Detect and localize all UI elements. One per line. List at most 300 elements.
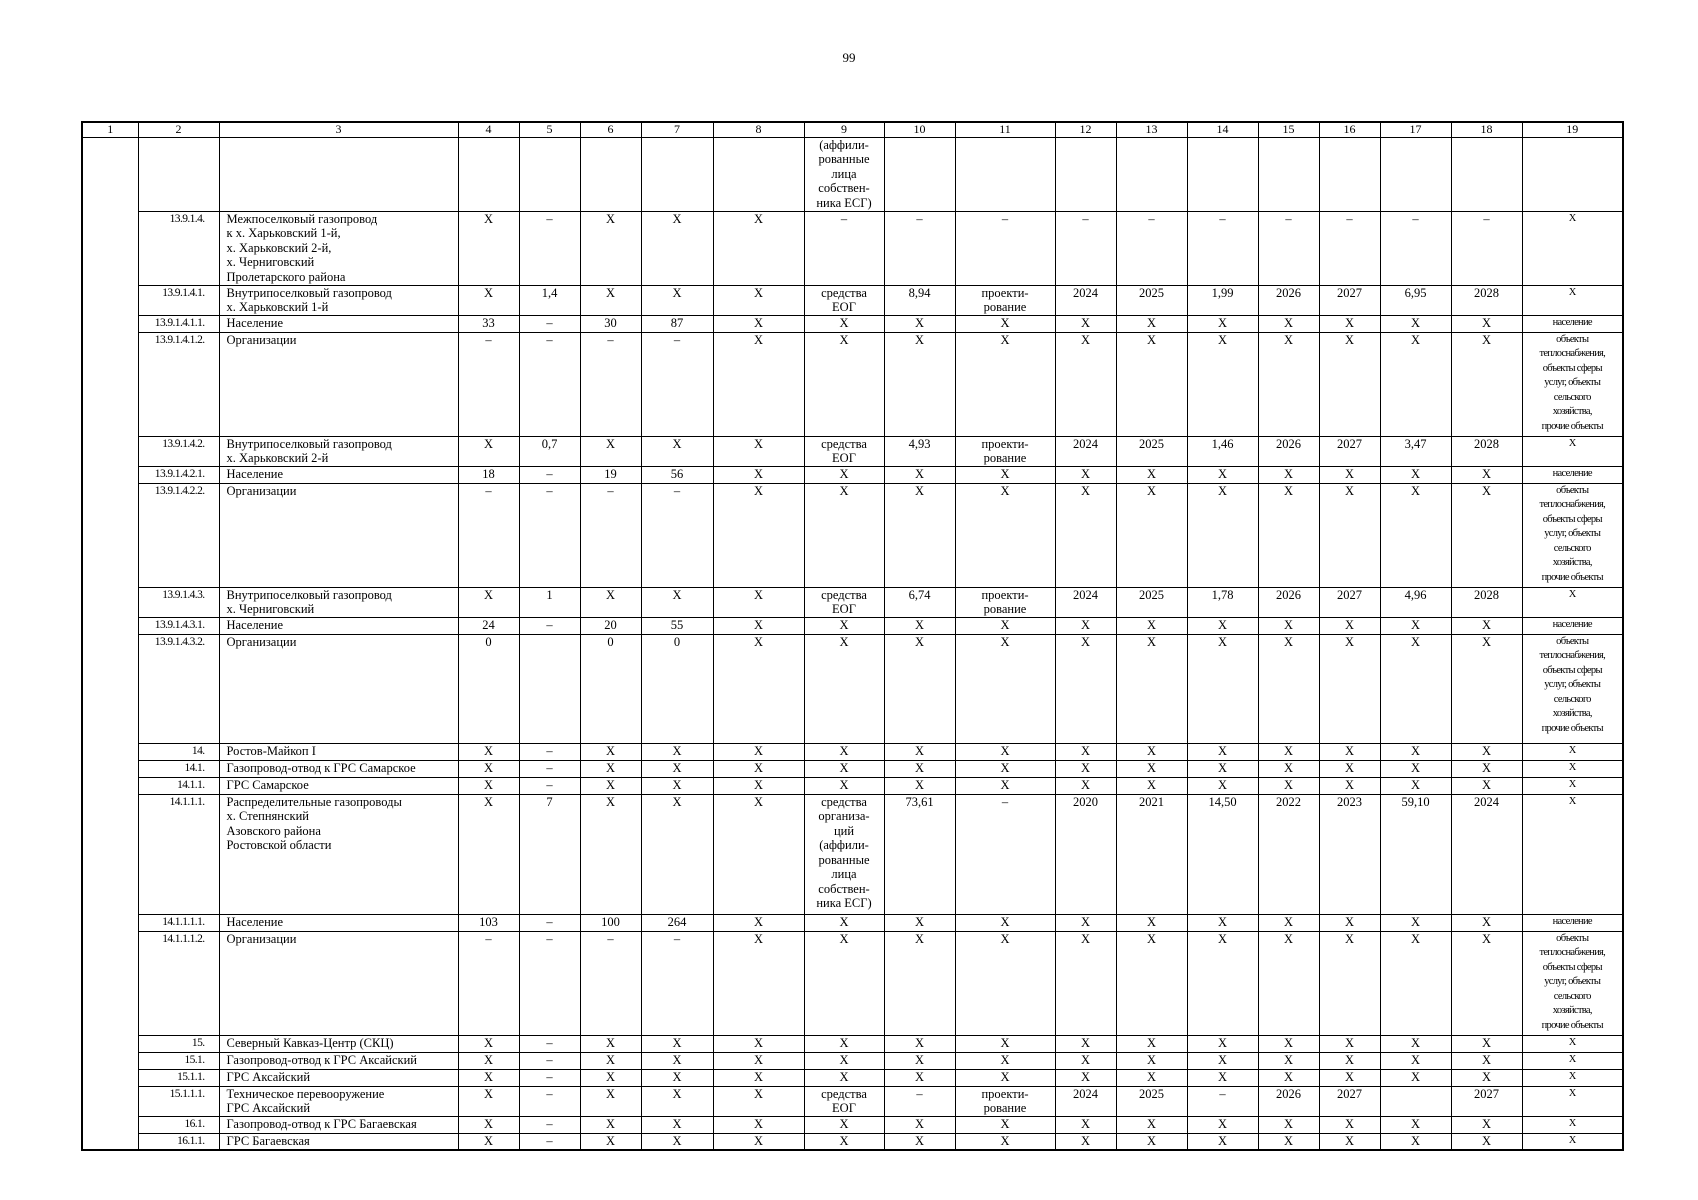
cell-col-15: Х	[1258, 315, 1319, 332]
cell-col-13: Х	[1116, 743, 1187, 760]
header-cell-13: 13	[1116, 122, 1187, 137]
investment-table	[81, 121, 1624, 1151]
cell-col-13: Х	[1116, 1116, 1187, 1133]
cell-col-2: 13.9.1.4.3.1.	[138, 617, 219, 634]
cell-col-18: Х	[1451, 1035, 1522, 1052]
cell-col-7: Х	[641, 1116, 713, 1133]
cell-col-6: Х	[580, 1069, 641, 1086]
cell-col-16: Х	[1319, 332, 1380, 436]
cell-col-6: Х	[580, 211, 641, 285]
cell-col-14: 1,46	[1187, 436, 1258, 466]
cell-col-9: Х	[804, 466, 884, 483]
cell-col-16: Х	[1319, 634, 1380, 743]
cell-col-18: 2028	[1451, 587, 1522, 617]
cell-col-12: Х	[1055, 743, 1116, 760]
cell-col-14	[1187, 137, 1258, 211]
cell-col-5: –	[519, 315, 580, 332]
cell-col-11: –	[955, 211, 1055, 285]
cell-col-10: Х	[884, 1052, 955, 1069]
cell-col-11: проекти- рование	[955, 587, 1055, 617]
cell-col-10: Х	[884, 777, 955, 794]
cell-col-6: 30	[580, 315, 641, 332]
cell-col-7: Х	[641, 285, 713, 315]
cell-col-18: Х	[1451, 483, 1522, 587]
cell-col-19: Х	[1522, 760, 1623, 777]
cell-col-14: –	[1187, 1086, 1258, 1116]
cell-col-2: 14.1.1.1.1.	[138, 914, 219, 931]
cell-col-1	[82, 587, 138, 617]
cell-col-5: –	[519, 777, 580, 794]
cell-col-7: Х	[641, 436, 713, 466]
cell-col-4: Х	[458, 743, 519, 760]
cell-col-6: Х	[580, 1086, 641, 1116]
cell-col-12: 2024	[1055, 436, 1116, 466]
table-row	[82, 1116, 1623, 1133]
cell-col-11: Х	[955, 777, 1055, 794]
cell-col-11: Х	[955, 760, 1055, 777]
cell-col-8: Х	[713, 211, 804, 285]
cell-col-15: Х	[1258, 760, 1319, 777]
table-row	[82, 794, 1623, 914]
cell-col-11: Х	[955, 743, 1055, 760]
cell-col-6: –	[580, 931, 641, 1035]
cell-col-7: Х	[641, 794, 713, 914]
cell-col-3: Межпоселковый газопровод к х. Харьковский 1-й, х. Харьковский 2-й, х. Черниговский Пролетарского района	[219, 211, 458, 285]
cell-col-12	[1055, 137, 1116, 211]
cell-col-10: –	[884, 1086, 955, 1116]
cell-col-11: Х	[955, 1035, 1055, 1052]
cell-col-3: Население	[219, 466, 458, 483]
cell-col-8: Х	[713, 1052, 804, 1069]
cell-col-9: Х	[804, 617, 884, 634]
cell-col-17: Х	[1380, 931, 1451, 1035]
header-cell-10: 10	[884, 122, 955, 137]
cell-col-10: Х	[884, 617, 955, 634]
cell-col-5: –	[519, 743, 580, 760]
cell-col-12: Х	[1055, 332, 1116, 436]
cell-col-7: 264	[641, 914, 713, 931]
cell-col-3: ГРС Аксайский	[219, 1069, 458, 1086]
cell-col-18: 2028	[1451, 436, 1522, 466]
cell-col-2: 14.	[138, 743, 219, 760]
cell-col-5: –	[519, 617, 580, 634]
cell-col-12: Х	[1055, 931, 1116, 1035]
cell-col-10: Х	[884, 332, 955, 436]
cell-col-11: Х	[955, 332, 1055, 436]
table-row	[82, 1052, 1623, 1069]
cell-col-6: 20	[580, 617, 641, 634]
cell-col-13: Х	[1116, 466, 1187, 483]
cell-col-2: 13.9.1.4.2.2.	[138, 483, 219, 587]
table-row	[82, 1086, 1623, 1116]
cell-col-4: Х	[458, 1035, 519, 1052]
cell-col-6: Х	[580, 1052, 641, 1069]
cell-col-1	[82, 466, 138, 483]
cell-col-19: Х	[1522, 777, 1623, 794]
cell-col-11: –	[955, 794, 1055, 914]
cell-col-11: Х	[955, 466, 1055, 483]
header-row	[82, 122, 1623, 137]
cell-col-14: Х	[1187, 634, 1258, 743]
cell-col-16: Х	[1319, 760, 1380, 777]
cell-col-10: Х	[884, 760, 955, 777]
cell-col-16: Х	[1319, 1133, 1380, 1150]
cell-col-18	[1451, 137, 1522, 211]
cell-col-14: 14,50	[1187, 794, 1258, 914]
cell-col-16: 2027	[1319, 285, 1380, 315]
cell-col-8: Х	[713, 760, 804, 777]
cell-col-6: Х	[580, 1035, 641, 1052]
cell-col-19: Х	[1522, 285, 1623, 315]
cell-col-12: Х	[1055, 634, 1116, 743]
cell-col-1	[82, 794, 138, 914]
cell-col-16: Х	[1319, 777, 1380, 794]
cell-col-4: Х	[458, 587, 519, 617]
cell-col-5: 1	[519, 587, 580, 617]
header-cell-5: 5	[519, 122, 580, 137]
cell-col-5: –	[519, 1052, 580, 1069]
table-row	[82, 634, 1623, 743]
cell-col-12: Х	[1055, 760, 1116, 777]
cell-col-12: Х	[1055, 777, 1116, 794]
cell-col-5	[519, 137, 580, 211]
cell-col-3: ГРС Багаевская	[219, 1133, 458, 1150]
cell-col-16: 2023	[1319, 794, 1380, 914]
cell-col-3: Население	[219, 914, 458, 931]
cell-col-12: Х	[1055, 1116, 1116, 1133]
cell-col-13: Х	[1116, 760, 1187, 777]
cell-col-9: средства ЕОГ	[804, 587, 884, 617]
cell-col-2: 13.9.1.4.1.1.	[138, 315, 219, 332]
cell-col-16: Х	[1319, 315, 1380, 332]
cell-col-10: Х	[884, 1069, 955, 1086]
cell-col-8: Х	[713, 914, 804, 931]
cell-col-13: Х	[1116, 1052, 1187, 1069]
cell-col-5: –	[519, 1086, 580, 1116]
cell-col-3: Северный Кавказ-Центр (СКЦ)	[219, 1035, 458, 1052]
cell-col-7: Х	[641, 760, 713, 777]
cell-col-9: –	[804, 211, 884, 285]
cell-col-12: Х	[1055, 1035, 1116, 1052]
cell-col-12: Х	[1055, 483, 1116, 587]
cell-col-18: Х	[1451, 931, 1522, 1035]
table-row	[82, 436, 1623, 466]
cell-col-19: население	[1522, 617, 1623, 634]
cell-col-17: 3,47	[1380, 436, 1451, 466]
cell-col-2: 15.1.	[138, 1052, 219, 1069]
cell-col-14: 1,78	[1187, 587, 1258, 617]
cell-col-2: 16.1.	[138, 1116, 219, 1133]
cell-col-8: Х	[713, 617, 804, 634]
cell-col-18: Х	[1451, 332, 1522, 436]
cell-col-15: Х	[1258, 466, 1319, 483]
cell-col-16: Х	[1319, 1035, 1380, 1052]
cell-col-12: Х	[1055, 1133, 1116, 1150]
cell-col-13: Х	[1116, 1035, 1187, 1052]
cell-col-5: –	[519, 483, 580, 587]
cell-col-10: Х	[884, 743, 955, 760]
cell-col-10: 8,94	[884, 285, 955, 315]
cell-col-8: Х	[713, 466, 804, 483]
cell-col-5: –	[519, 1035, 580, 1052]
cell-col-9: (аффили- рованные лица собствен- ника ЕСГ)	[804, 137, 884, 211]
cell-col-4: Х	[458, 436, 519, 466]
cell-col-7: Х	[641, 1035, 713, 1052]
cell-col-1	[82, 931, 138, 1035]
header-cell-7: 7	[641, 122, 713, 137]
cell-col-5	[519, 634, 580, 743]
table-row	[82, 211, 1623, 285]
cell-col-5: –	[519, 332, 580, 436]
table-row	[82, 332, 1623, 436]
cell-col-17: Х	[1380, 1035, 1451, 1052]
cell-col-2: 14.1.1.1.2.	[138, 931, 219, 1035]
cell-col-19: население	[1522, 315, 1623, 332]
cell-col-10: Х	[884, 1035, 955, 1052]
cell-col-16: 2027	[1319, 436, 1380, 466]
cell-col-6: 19	[580, 466, 641, 483]
cell-col-10: Х	[884, 1133, 955, 1150]
cell-col-14: Х	[1187, 931, 1258, 1035]
cell-col-14: 1,99	[1187, 285, 1258, 315]
cell-col-17: Х	[1380, 483, 1451, 587]
cell-col-10: Х	[884, 931, 955, 1035]
cell-col-17: Х	[1380, 617, 1451, 634]
cell-col-15: Х	[1258, 483, 1319, 587]
cell-col-1	[82, 1069, 138, 1086]
header-cell-16: 16	[1319, 122, 1380, 137]
cell-col-3: ГРС Самарское	[219, 777, 458, 794]
cell-col-11: проекти- рование	[955, 285, 1055, 315]
cell-col-9: Х	[804, 743, 884, 760]
header-cell-15: 15	[1258, 122, 1319, 137]
cell-col-7: Х	[641, 211, 713, 285]
cell-col-9: средства ЕОГ	[804, 436, 884, 466]
cell-col-18: –	[1451, 211, 1522, 285]
cell-col-1	[82, 1116, 138, 1133]
cell-col-7: 55	[641, 617, 713, 634]
cell-col-12: 2020	[1055, 794, 1116, 914]
cell-col-7: Х	[641, 743, 713, 760]
cell-col-17	[1380, 137, 1451, 211]
cell-col-19: Х	[1522, 794, 1623, 914]
cell-col-4: Х	[458, 1116, 519, 1133]
cell-col-15: 2022	[1258, 794, 1319, 914]
cell-col-15: Х	[1258, 1052, 1319, 1069]
cell-col-16: Х	[1319, 617, 1380, 634]
header-cell-12: 12	[1055, 122, 1116, 137]
cell-col-4: Х	[458, 285, 519, 315]
cell-col-17: Х	[1380, 777, 1451, 794]
cell-col-9: Х	[804, 1052, 884, 1069]
cell-col-2: 14.1.	[138, 760, 219, 777]
cell-col-13: Х	[1116, 332, 1187, 436]
cell-col-10: Х	[884, 483, 955, 587]
cell-col-4	[458, 137, 519, 211]
cell-col-15: Х	[1258, 1035, 1319, 1052]
table-row	[82, 1133, 1623, 1150]
cell-col-7: Х	[641, 777, 713, 794]
header-cell-4: 4	[458, 122, 519, 137]
cell-col-14: Х	[1187, 483, 1258, 587]
cell-col-10: 4,93	[884, 436, 955, 466]
cell-col-12: 2024	[1055, 587, 1116, 617]
cell-col-14: Х	[1187, 1116, 1258, 1133]
cell-col-9: Х	[804, 483, 884, 587]
cell-col-11: Х	[955, 914, 1055, 931]
cell-col-8: Х	[713, 285, 804, 315]
cell-col-19: объекты теплоснабжения, объекты сферы услуг, объекты сельского хозяйства, прочие объекты	[1522, 931, 1623, 1035]
cell-col-13: 2025	[1116, 285, 1187, 315]
header-cell-6: 6	[580, 122, 641, 137]
cell-col-5: –	[519, 1133, 580, 1150]
cell-col-9: Х	[804, 914, 884, 931]
cell-col-17	[1380, 1086, 1451, 1116]
cell-col-6: Х	[580, 285, 641, 315]
cell-col-6: 100	[580, 914, 641, 931]
cell-col-14: Х	[1187, 1133, 1258, 1150]
cell-col-15: 2026	[1258, 285, 1319, 315]
cell-col-2: 14.1.1.1.	[138, 794, 219, 914]
cell-col-19: население	[1522, 914, 1623, 931]
cell-col-5: 1,4	[519, 285, 580, 315]
cell-col-19: объекты теплоснабжения, объекты сферы услуг, объекты сельского хозяйства, прочие объекты	[1522, 332, 1623, 436]
cell-col-2: 15.1.1.1.	[138, 1086, 219, 1116]
cell-col-15: 2026	[1258, 587, 1319, 617]
cell-col-6: Х	[580, 777, 641, 794]
cell-col-17: 59,10	[1380, 794, 1451, 914]
header-cell-19: 19	[1522, 122, 1623, 137]
cell-col-17: Х	[1380, 1116, 1451, 1133]
cell-col-2: 14.1.1.	[138, 777, 219, 794]
cell-col-13: –	[1116, 211, 1187, 285]
cell-col-15: 2026	[1258, 436, 1319, 466]
cell-col-2: 15.1.1.	[138, 1069, 219, 1086]
cell-col-11: Х	[955, 1133, 1055, 1150]
cell-col-11: проекти- рование	[955, 1086, 1055, 1116]
cell-col-2: 15.	[138, 1035, 219, 1052]
cell-col-3	[219, 137, 458, 211]
cell-col-4: –	[458, 483, 519, 587]
table-row	[82, 743, 1623, 760]
cell-col-6: Х	[580, 436, 641, 466]
cell-col-15: Х	[1258, 777, 1319, 794]
cell-col-2: 13.9.1.4.3.	[138, 587, 219, 617]
cell-col-14: Х	[1187, 466, 1258, 483]
cell-col-1	[82, 1035, 138, 1052]
cell-col-3: Внутрипоселковый газопровод х. Черниговский	[219, 587, 458, 617]
cell-col-4: 33	[458, 315, 519, 332]
table-row	[82, 760, 1623, 777]
cell-col-18: Х	[1451, 914, 1522, 931]
cell-col-5: –	[519, 1069, 580, 1086]
cell-col-6: Х	[580, 587, 641, 617]
cell-col-2: 13.9.1.4.	[138, 211, 219, 285]
cell-col-5: –	[519, 931, 580, 1035]
cell-col-19: объекты теплоснабжения, объекты сферы услуг, объекты сельского хозяйства, прочие объекты	[1522, 483, 1623, 587]
cell-col-14: Х	[1187, 914, 1258, 931]
table-row	[82, 587, 1623, 617]
header-cell-9: 9	[804, 122, 884, 137]
cell-col-15: Х	[1258, 743, 1319, 760]
cell-col-4: –	[458, 332, 519, 436]
cell-col-4: Х	[458, 1133, 519, 1150]
cell-col-13: Х	[1116, 1069, 1187, 1086]
cell-col-4: –	[458, 931, 519, 1035]
cell-col-3: Население	[219, 315, 458, 332]
cell-col-6: 0	[580, 634, 641, 743]
cell-col-10: Х	[884, 466, 955, 483]
cell-col-13: Х	[1116, 1133, 1187, 1150]
cell-col-8: Х	[713, 483, 804, 587]
cell-col-14: Х	[1187, 1069, 1258, 1086]
cell-col-5: –	[519, 211, 580, 285]
cell-col-14: Х	[1187, 315, 1258, 332]
cell-col-18: Х	[1451, 634, 1522, 743]
cell-col-6: Х	[580, 743, 641, 760]
cell-col-18: Х	[1451, 743, 1522, 760]
cell-col-16: 2027	[1319, 1086, 1380, 1116]
table-row	[82, 617, 1623, 634]
cell-col-16: Х	[1319, 914, 1380, 931]
cell-col-2: 13.9.1.4.1.	[138, 285, 219, 315]
cell-col-12: Х	[1055, 617, 1116, 634]
cell-col-14: Х	[1187, 617, 1258, 634]
cell-col-1	[82, 743, 138, 760]
cell-col-3: Внутрипоселковый газопровод х. Харьковский 2-й	[219, 436, 458, 466]
cell-col-3: Техническое перевооружение ГРС Аксайский	[219, 1086, 458, 1116]
cell-col-6: Х	[580, 760, 641, 777]
cell-col-8: Х	[713, 931, 804, 1035]
cell-col-16: Х	[1319, 466, 1380, 483]
cell-col-13: Х	[1116, 931, 1187, 1035]
page-number: 99	[842, 50, 856, 65]
cell-col-8: Х	[713, 777, 804, 794]
cell-col-14: Х	[1187, 777, 1258, 794]
cell-col-3: Организации	[219, 483, 458, 587]
cell-col-1	[82, 1086, 138, 1116]
cell-col-14: Х	[1187, 743, 1258, 760]
cell-col-9: Х	[804, 1035, 884, 1052]
cell-col-3: Организации	[219, 634, 458, 743]
cell-col-11	[955, 137, 1055, 211]
cell-col-18: 2027	[1451, 1086, 1522, 1116]
cell-col-4: 24	[458, 617, 519, 634]
cell-col-9: Х	[804, 777, 884, 794]
cell-col-13: Х	[1116, 914, 1187, 931]
cell-col-8: Х	[713, 436, 804, 466]
cell-col-3: Ростов-Майкоп I	[219, 743, 458, 760]
cell-col-1	[82, 137, 138, 211]
cell-col-4: Х	[458, 760, 519, 777]
cell-col-2: 13.9.1.4.2.	[138, 436, 219, 466]
cell-col-4: 103	[458, 914, 519, 931]
cell-col-8: Х	[713, 1035, 804, 1052]
cell-col-16: Х	[1319, 483, 1380, 587]
cell-col-3: Организации	[219, 332, 458, 436]
cell-col-16	[1319, 137, 1380, 211]
cell-col-19: Х	[1522, 1069, 1623, 1086]
table-row	[82, 914, 1623, 931]
cell-col-10: Х	[884, 1116, 955, 1133]
cell-col-1	[82, 777, 138, 794]
cell-col-19: Х	[1522, 211, 1623, 285]
cell-col-12: Х	[1055, 914, 1116, 931]
cell-col-7: –	[641, 483, 713, 587]
cell-col-11: Х	[955, 315, 1055, 332]
cell-col-9: средства ЕОГ	[804, 285, 884, 315]
cell-col-9: Х	[804, 315, 884, 332]
